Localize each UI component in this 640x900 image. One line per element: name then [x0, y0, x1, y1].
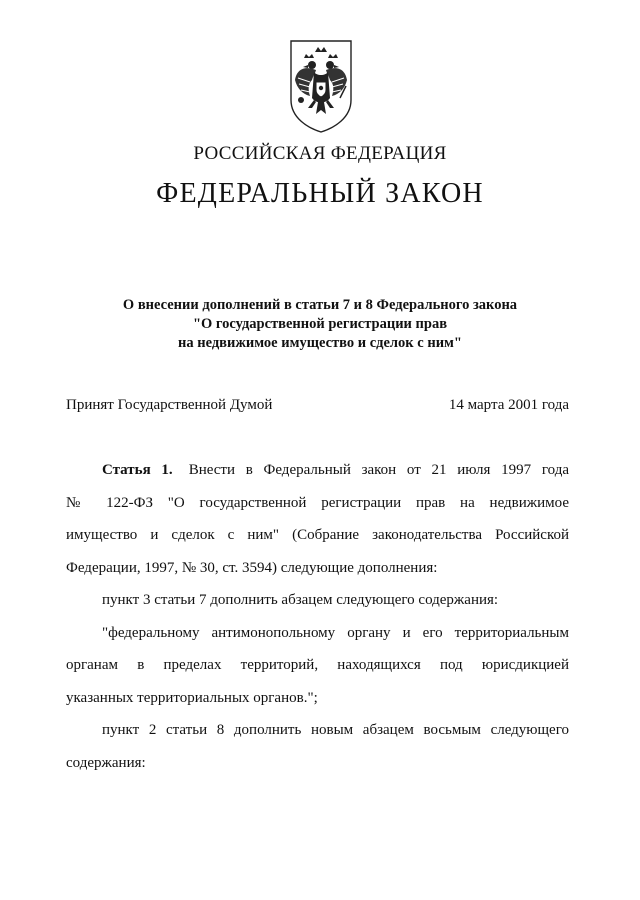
law-title-line: на недвижимое имущество и сделок с ним" [178, 335, 462, 351]
body-line: № 122-ФЗ "О государственной регистрации прав на недвижимое [66, 494, 569, 511]
body-line: пункт 2 статьи 8 дополнить новым абзацем восьмым следующего [102, 722, 569, 738]
body-line: органам в пределах территорий, находящихся под юрисдикцией [66, 657, 569, 673]
body-line: имущество и сделок с ним" (Собрание законодательства Российской [66, 527, 569, 543]
country-name: РОССИЙСКАЯ ФЕДЕРАЦИЯ [193, 143, 447, 164]
adopted-by: Принят Государственной Думой [66, 397, 273, 413]
law-title-line: "О государственной регистрации прав [192, 316, 448, 332]
article-body [66, 460, 569, 785]
article-label: Статья 1. [102, 462, 173, 478]
document-type: ФЕДЕРАЛЬНЫЙ ЗАКОН [156, 178, 484, 209]
body-line: пункт 3 статьи 7 дополнить абзацем следующего содержания: [102, 592, 499, 608]
russian-eagle-emblem-icon [288, 38, 354, 134]
body-line-text: Внести в Федеральный закон от 21 июля 1997 года [188, 462, 570, 478]
law-title [0, 296, 640, 353]
body-line: "федеральному антимонопольному органу и его территориальным [102, 624, 569, 641]
body-line [66, 460, 569, 493]
body-line: содержания: [66, 754, 146, 771]
adoption-line [66, 397, 569, 414]
body-line: указанных территориальных органов."; [66, 689, 318, 706]
adoption-date: 14 марта 2001 года [448, 397, 569, 413]
law-title-line: О внесении дополнений в статьи 7 и 8 Федерального закона [122, 297, 518, 313]
body-line: Федерации, 1997, № 30, ст. 3594) следующие дополнения: [66, 559, 438, 576]
